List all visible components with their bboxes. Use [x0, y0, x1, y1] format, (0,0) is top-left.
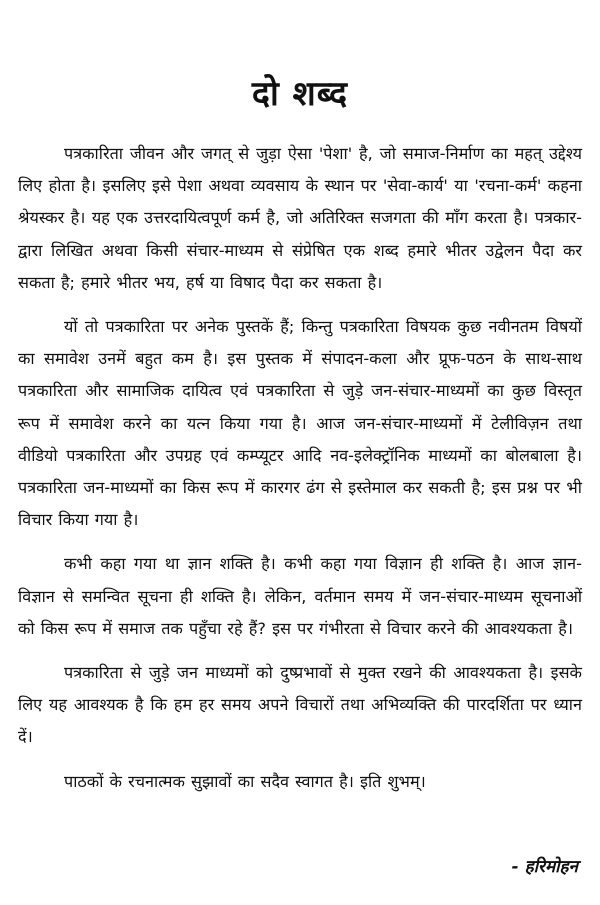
paragraph-4: पत्रकारिता से जुड़े जन माध्यमों को दुष्प्रभावों से मुक्त रखने की आवश्यकता है। इसके लिए यह आवश्यक है कि हम हर समय अपने विचारों तथा अभिव्यक्ति की पारदर्शिता पर ध्यान दें। [18, 663, 582, 747]
author-signature: - हरिमोहन [511, 857, 578, 877]
paragraph-3: कभी कहा गया था ज्ञान शक्ति है। कभी कहा गया विज्ञान ही शक्ति है। आज ज्ञान-विज्ञान से समन्वित सूचना ही शक्ति है। लेकिन, वर्तमान समय में जन-संचार-माध्यम सूचनाओं को किस रूप में समाज तक पहुँचा रहे हैं? इस पर गंभीरता से विचार करने की आवश्यकता है। [18, 554, 582, 638]
paragraph-5: पाठकों के रचनात्मक सुझावों का सदैव स्वागत है। इति शुभम्। [64, 771, 426, 791]
paragraph-2: यों तो पत्रकारिता पर अनेक पुस्तकें हैं; किन्तु पत्रकारिता विषयक कुछ नवीनतम विषयों का समावेश उनमें बहुत कम है। इस पुस्तक में संपादन-कला और प्रूफ-पठन के साथ-साथ पत्रकारिता और सामाजिक दायित्व एवं पत्रकारिता से जुड़े जन-संचार-माध्यमों का कुछ विस्तृत रूप में समावेश करने का यत्न किया गया है। आज जन-संचार-माध्यमों में टेलीविज़न तथा वीडियो पत्रकारिता और उपग्रह एवं कम्प्यूटर आदि नव-इलेक्ट्रॉनिक माध्यमों का बोलबाला है। पत्रकारिता जन-माध्यमों का किस रूप में कारगर ढंग से इस्तेमाल कर सकती है; इस प्रश्न पर भी विचार किया गया है। [18, 317, 582, 530]
page-title: दो शब्द [251, 74, 349, 114]
paragraph-1: पत्रकारिता जीवन और जगत् से जुड़ा ऐसा 'पेशा' है, जो समाज-निर्माण का महत् उद्देश्य लिए होता है। इसलिए इसे पेशा अथवा व्यवसाय के स्थान पर 'सेवा-कार्य' या 'रचना-कर्म' कहना श्रेयस्कर है। यह एक उत्तरदायित्वपूर्ण कर्म है, जो अतिरिक्त सजगता की माँग करता है। पत्रकार-द्वारा लिखित अथवा किसी संचार-माध्यम से संप्रेषित एक शब्द हमारे भीतर उद्वेलन पैदा कर सकता है; हमारे भीतर भय, हर्ष या विषाद पैदा कर सकता है। [18, 144, 582, 292]
